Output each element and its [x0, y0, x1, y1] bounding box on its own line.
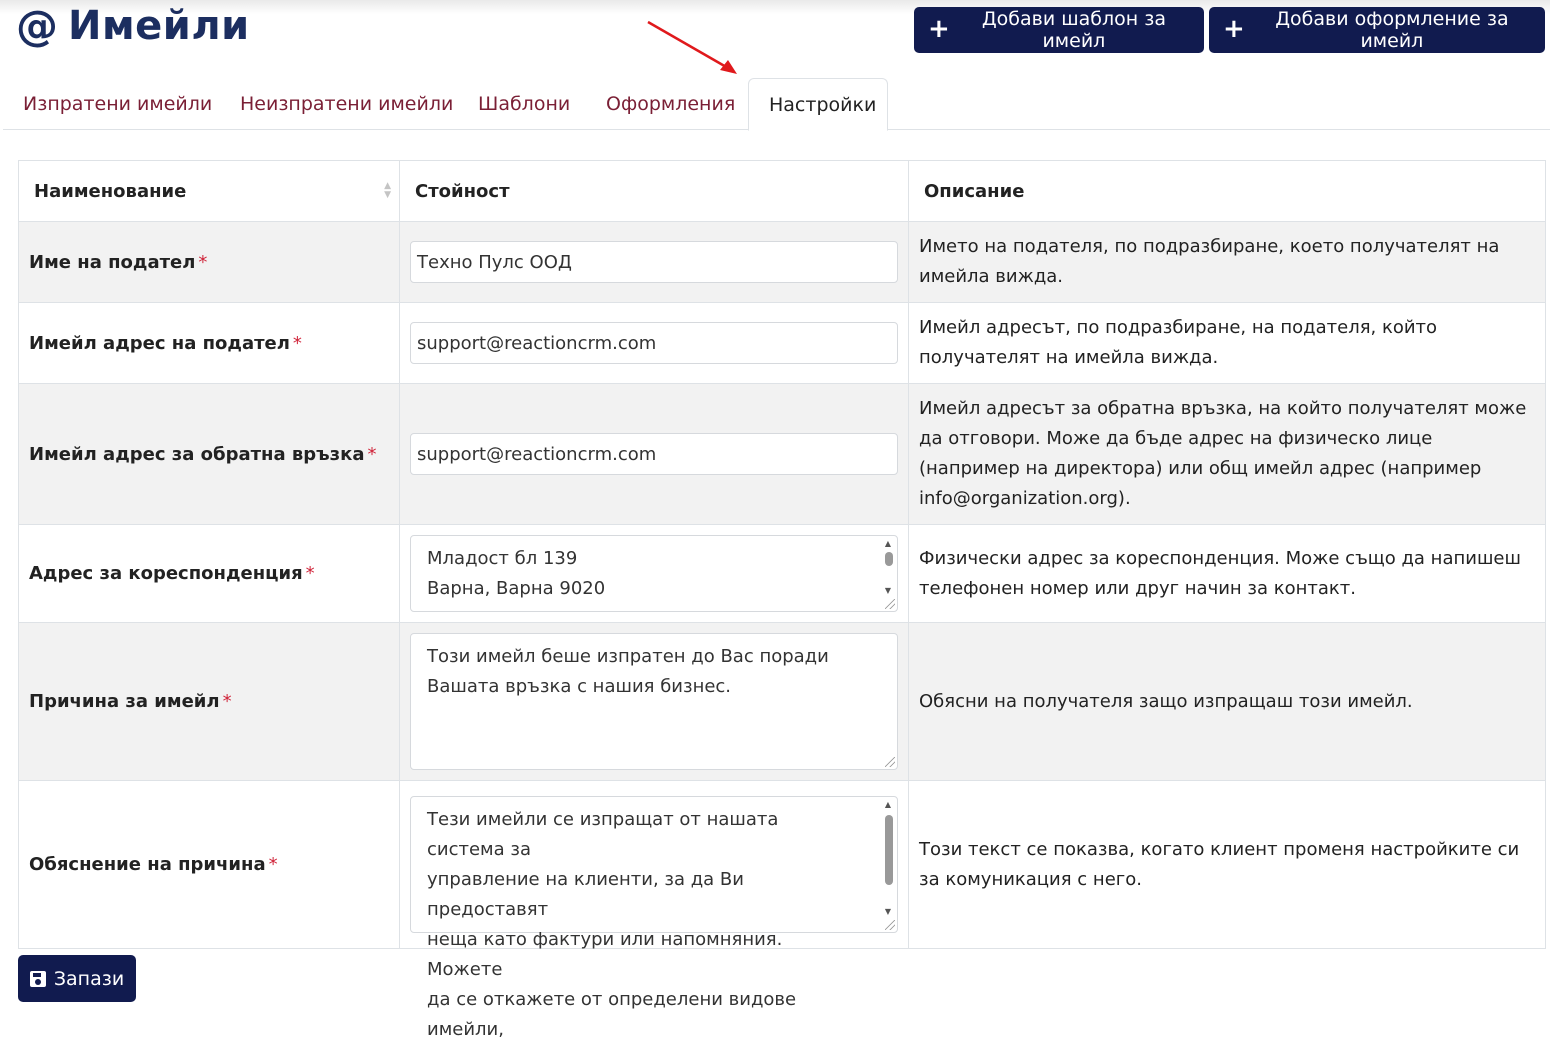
setting-description: Физически адрес за кореспонденция. Може също да напишеш телефонен номер или друг начин за контакт.: [909, 525, 1546, 623]
email-tabs: [3, 78, 1550, 130]
table-row: [19, 781, 1546, 949]
scroll-down-icon[interactable]: ▼: [884, 586, 891, 595]
required-marker: *: [305, 563, 315, 584]
save-button-label: Запази: [53, 967, 125, 990]
add-email-design-label: Добави оформление за имейл: [1275, 8, 1509, 52]
setting-name: Адрес за кореспонденция *: [19, 525, 400, 623]
save-button[interactable]: [18, 955, 136, 1002]
setting-description: Този текст се показва, когато клиент променя настройките си за комуникация с него.: [909, 781, 1546, 949]
email-reason-textarea[interactable]: Този имейл беше изпратен до Вас поради Вашата връзка с нашия бизнес.: [410, 633, 898, 770]
at-sign-icon: @: [16, 1, 58, 50]
setting-description: Името на подателя, по подразбиране, което получателят на имейла вижда.: [909, 222, 1546, 303]
sort-icon[interactable]: ▲ ▼: [384, 181, 391, 200]
setting-name: Обяснение на причина *: [19, 781, 400, 949]
resize-handle-icon[interactable]: [885, 757, 895, 767]
add-email-template-label: Добави шаблон за имейл: [981, 8, 1166, 52]
add-email-design-button[interactable]: [1209, 7, 1545, 53]
setting-description: Обясни на получателя защо изпращаш този имейл.: [909, 623, 1546, 781]
sender-email-input[interactable]: support@reactioncrm.com: [410, 322, 898, 364]
tab-unsent-emails[interactable]: Неизпратени имейли: [240, 93, 454, 115]
required-marker: *: [198, 251, 208, 273]
plus-icon: +: [1223, 14, 1245, 44]
reply-to-email-input[interactable]: support@reactioncrm.com: [410, 433, 898, 475]
table-row: [19, 525, 1546, 623]
resize-handle-icon[interactable]: [885, 599, 895, 609]
setting-name: Имейл адрес на подател *: [19, 303, 400, 384]
required-marker: *: [268, 854, 278, 875]
scrollbar-thumb[interactable]: [885, 815, 893, 885]
setting-name: Имейл адрес за обратна връзка *: [19, 384, 400, 525]
setting-description: Имейл адресът, по подразбиране, на подателя, който получателят на имейла вижда.: [909, 303, 1546, 384]
tab-sent-emails[interactable]: Изпратени имейли: [23, 93, 213, 115]
plus-icon: +: [928, 14, 950, 44]
required-marker: *: [222, 691, 232, 712]
required-marker: *: [292, 332, 302, 354]
scroll-down-icon[interactable]: ▼: [884, 907, 891, 916]
add-email-template-button[interactable]: [914, 7, 1204, 53]
column-header-description: Описание: [909, 161, 1546, 222]
resize-handle-icon[interactable]: [885, 920, 895, 930]
column-header-name[interactable]: Наименование ▲ ▼: [19, 161, 400, 222]
setting-description: Имейл адресът за обратна връзка, на който получателят може да отговори. Може да бъде адрес на физическо лице (например на директора) или общ имейл адрес (например info@organization.org).: [909, 384, 1546, 525]
page-title: [16, 2, 250, 50]
column-header-value: Стойност: [400, 161, 909, 222]
table-row: [19, 303, 1546, 384]
page-title-text: Имейли: [68, 3, 250, 49]
setting-name: Причина за имейл *: [19, 623, 400, 781]
scroll-up-icon[interactable]: ▲: [884, 800, 891, 809]
table-row: [19, 623, 1546, 781]
table-row: [19, 222, 1546, 303]
setting-name: Име на подател *: [19, 222, 400, 303]
table-row: [19, 384, 1546, 525]
tab-templates[interactable]: Шаблони: [478, 93, 571, 115]
reason-explanation-textarea[interactable]: Тези имейли се изпращат от нашата система за управление на клиенти, за да Ви предоставят неща като фактури или напомняния. Можете да се откажете от определени видове имейли, ▲ ▼: [410, 796, 898, 933]
tab-settings[interactable]: Настройки: [748, 78, 888, 131]
tab-designs[interactable]: Оформления: [606, 93, 736, 115]
required-marker: *: [367, 443, 377, 465]
sender-name-input[interactable]: Техно Пулс ООД: [410, 241, 898, 283]
floppy-disk-icon: [30, 971, 46, 987]
scrollbar-thumb[interactable]: [885, 552, 893, 566]
scroll-up-icon[interactable]: ▲: [884, 539, 891, 548]
mailing-address-textarea[interactable]: Младост бл 139 Варна, Варна 9020 ▲ ▼: [410, 535, 898, 612]
annotation-arrow-icon: [640, 18, 750, 80]
